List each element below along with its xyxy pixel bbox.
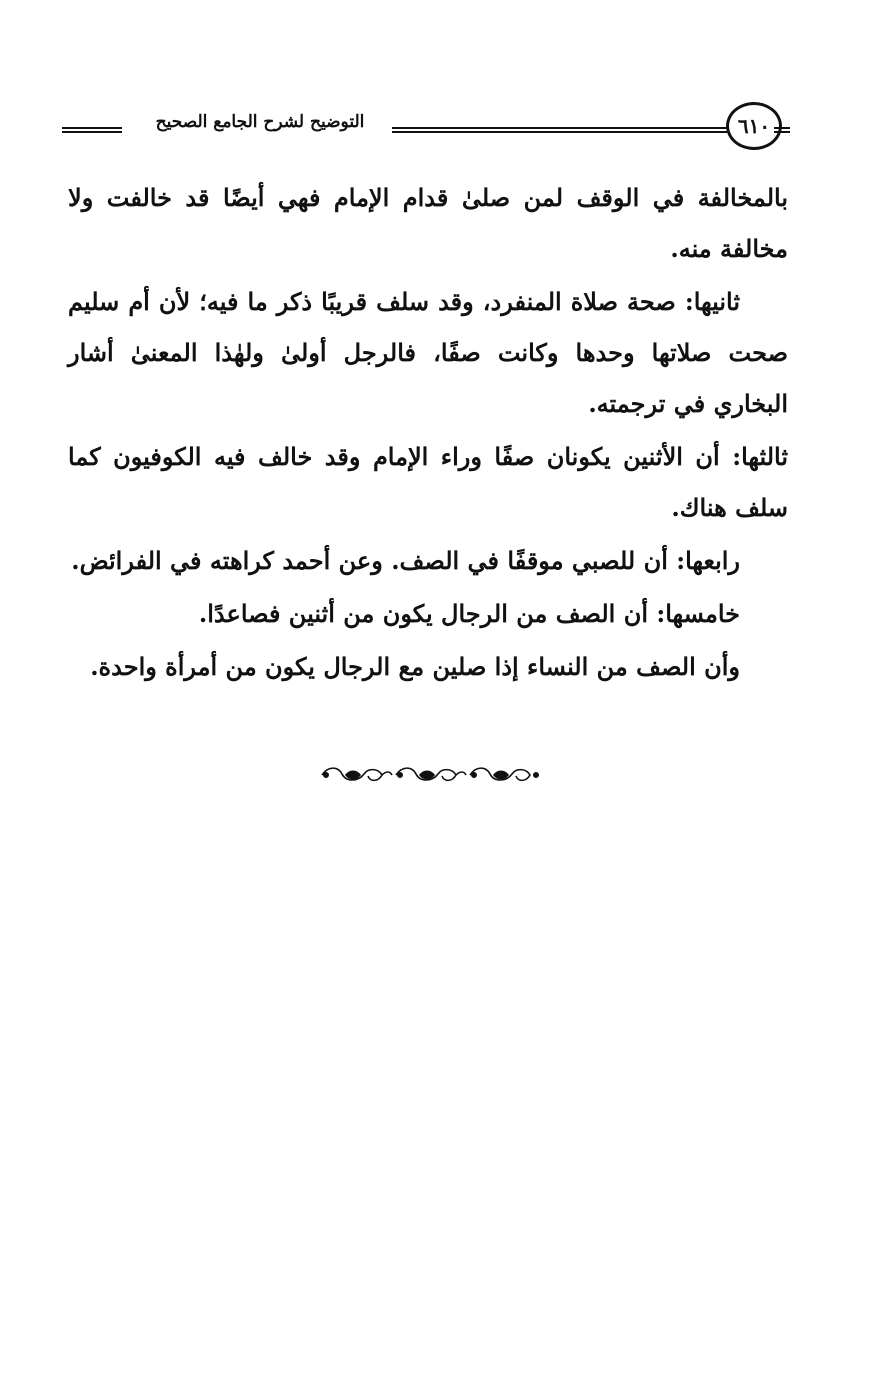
header-rule-left: [62, 127, 122, 133]
paragraph-label: رابعها:: [676, 546, 740, 575]
paragraph-third: [68, 431, 788, 533]
paragraph-text: بالمخالفة في الوقف لمن صلىٰ قدام الإمام فهي أيضًا قد خالفت ولا مخالفة منه.: [68, 183, 788, 263]
page-header: [62, 100, 790, 156]
paragraph-text: صحة صلاة المنفرد، وقد سلف قريبًا ذكر ما فيه؛ لأن أم سليم صحت صلاتها وحدها وكانت صفًا، فالرجل أولىٰ ولهٰذا المعنىٰ أشار البخاري في ترجمته.: [68, 287, 788, 418]
header-rule-middle: [392, 127, 732, 133]
body-text: [68, 172, 788, 694]
paragraph-text: أن للصبي موقفًا في الصف. وعن أحمد كراهته في الفرائض.: [71, 546, 668, 575]
paragraph-label: ثانيها:: [684, 287, 740, 316]
paragraph-text: أن الصف من الرجال يكون من أثنين فصاعدًا.: [198, 599, 648, 628]
paragraph-fifth: [68, 588, 788, 639]
paragraph-fourth: [68, 535, 788, 586]
running-title: التوضيح لشرح الجامع الصحيح: [155, 112, 365, 132]
paragraph-text: وأن الصف من النساء إذا صلين مع الرجال يكون من أمرأة واحدة.: [90, 652, 740, 681]
paragraph-continuation: [68, 172, 788, 274]
paragraph-text: أن الأثنين يكونان صفًا وراء الإمام وقد خالف فيه الكوفيون كما سلف هناك.: [68, 442, 788, 522]
paragraph-label: خامسها:: [656, 599, 740, 628]
header-rule-right: [774, 127, 790, 133]
floral-divider-icon: [318, 762, 542, 788]
page-number: ٦١٠: [726, 102, 782, 150]
paragraph-sixth: [68, 641, 788, 692]
paragraph-label: ثالثها:: [732, 442, 788, 471]
paragraph-second: [68, 276, 788, 429]
